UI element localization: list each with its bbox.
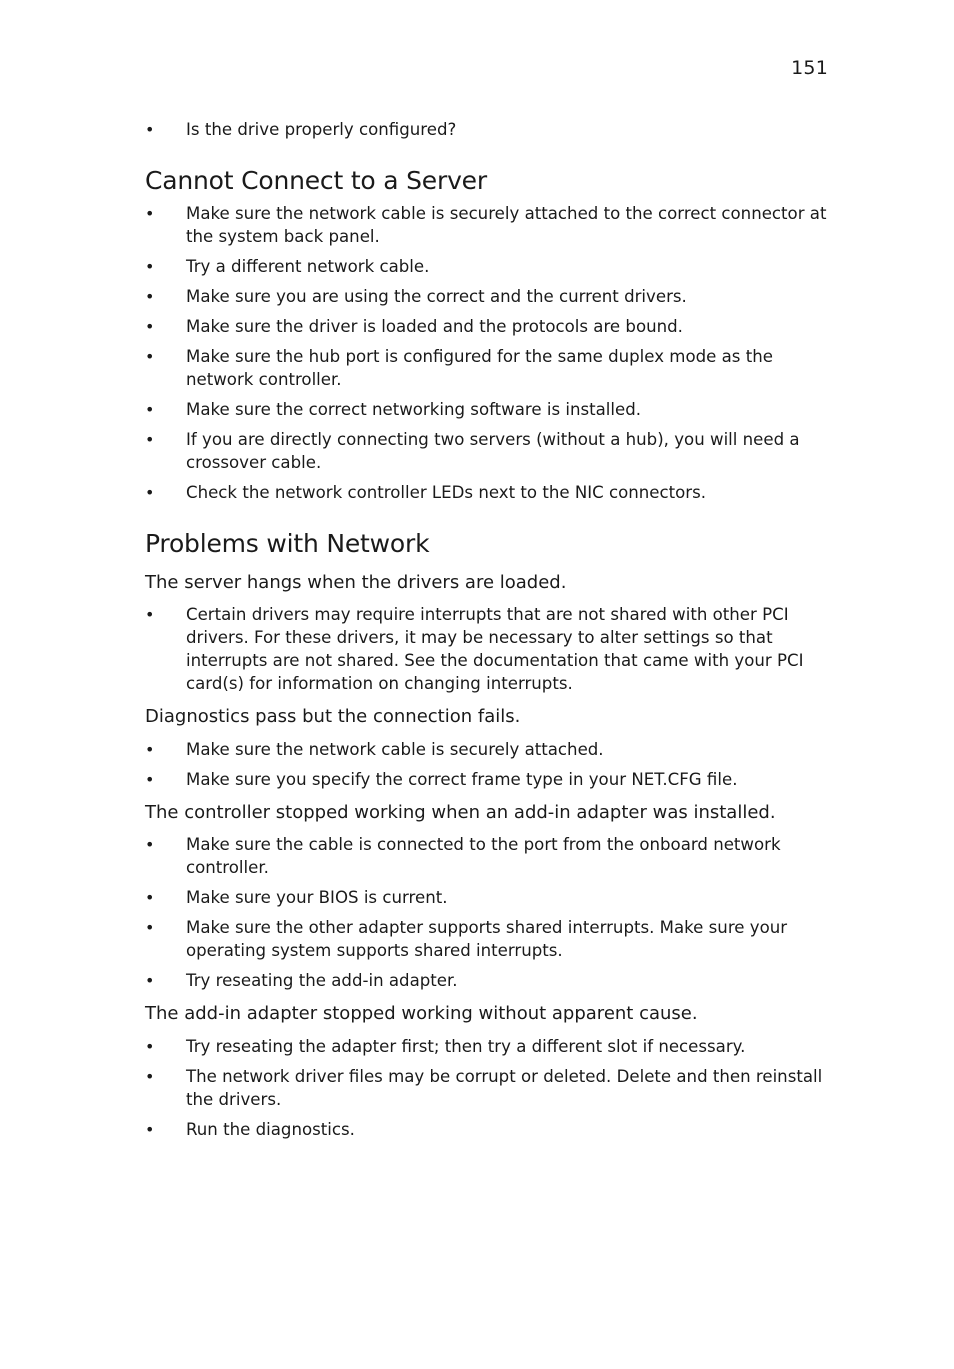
subsection-heading: Diagnostics pass but the connection fails.	[145, 706, 521, 727]
bullet-icon: •	[145, 835, 155, 854]
list-item-text: Make sure the network cable is securely attached.	[186, 740, 604, 759]
list-item	[145, 345, 835, 391]
bullet-icon: •	[145, 1037, 155, 1056]
list-item-text: Make sure the cable is connected to the port from the onboard network controller.	[186, 835, 781, 877]
list-item-text: Make sure the driver is loaded and the protocols are bound.	[186, 317, 683, 336]
bullet-icon: •	[145, 770, 155, 789]
bullet-icon: •	[145, 317, 155, 336]
list-item-text: Try a different network cable.	[186, 257, 430, 276]
list-item-text: Certain drivers may require interrupts that are not shared with other PCI drivers. For these drivers, it may be necessary to alter settings so that interrupts are not shared. See the documentation that came with your PCI card(s) for information on changing interrupts.	[186, 605, 804, 693]
list-item	[145, 315, 835, 338]
section-heading-cannot-connect: Cannot Connect to a Server	[145, 166, 487, 195]
diagnostics-pass-list	[145, 738, 835, 791]
list-item	[145, 886, 835, 909]
list-item	[145, 916, 835, 962]
subsection-heading: The server hangs when the drivers are loaded.	[145, 572, 567, 593]
list-item-text: Try reseating the adapter first; then try a different slot if necessary.	[186, 1037, 746, 1056]
list-item	[145, 833, 835, 879]
list-item-text: Try reseating the add-in adapter.	[186, 971, 458, 990]
list-item	[145, 969, 835, 992]
list-item	[145, 1065, 835, 1111]
cannot-connect-list	[145, 202, 835, 504]
list-item-text: Make sure the correct networking software is installed.	[186, 400, 642, 419]
bullet-icon: •	[145, 483, 155, 502]
list-item	[145, 603, 835, 695]
list-item-text: Make sure the network cable is securely attached to the correct connector at the system back panel.	[186, 204, 827, 246]
list-item	[145, 118, 835, 141]
list-item	[145, 398, 835, 421]
list-item	[145, 768, 835, 791]
bullet-icon: •	[145, 918, 155, 937]
list-item	[145, 481, 835, 504]
bullet-icon: •	[145, 1067, 155, 1086]
list-item-text: Is the drive properly configured?	[186, 120, 457, 139]
list-item-text: Make sure you specify the correct frame type in your NET.CFG file.	[186, 770, 738, 789]
adapter-stopped-list	[145, 1035, 835, 1141]
list-item	[145, 1035, 835, 1058]
list-item-text: The network driver files may be corrupt or deleted. Delete and then reinstall the drivers.	[186, 1067, 823, 1109]
controller-stopped-list	[145, 833, 835, 992]
list-item-text: Check the network controller LEDs next to the NIC connectors.	[186, 483, 707, 502]
bullet-icon: •	[145, 204, 155, 223]
bullet-icon: •	[145, 430, 155, 449]
subsection-heading: The add-in adapter stopped working without apparent cause.	[145, 1003, 698, 1024]
list-item	[145, 1118, 835, 1141]
bullet-icon: •	[145, 400, 155, 419]
list-item	[145, 285, 835, 308]
bullet-icon: •	[145, 347, 155, 366]
bullet-icon: •	[145, 971, 155, 990]
list-item-text: Make sure the hub port is configured for the same duplex mode as the network controller.	[186, 347, 773, 389]
intro-list	[145, 118, 835, 141]
bullet-icon: •	[145, 1120, 155, 1139]
subsection-heading: The controller stopped working when an add-in adapter was installed.	[145, 802, 776, 823]
bullet-icon: •	[145, 120, 155, 139]
drivers-hang-list	[145, 603, 835, 695]
page-number: 151	[791, 57, 828, 79]
list-item	[145, 428, 835, 474]
bullet-icon: •	[145, 605, 155, 624]
page-content	[145, 118, 835, 1148]
bullet-icon: •	[145, 287, 155, 306]
section-heading-problems-network: Problems with Network	[145, 529, 430, 558]
list-item-text: Make sure your BIOS is current.	[186, 888, 448, 907]
list-item-text: Make sure the other adapter supports shared interrupts. Make sure your operating system supports shared interrupts.	[186, 918, 788, 960]
list-item	[145, 738, 835, 761]
list-item-text: If you are directly connecting two servers (without a hub), you will need a crossover cable.	[186, 430, 800, 472]
bullet-icon: •	[145, 888, 155, 907]
list-item	[145, 255, 835, 278]
bullet-icon: •	[145, 740, 155, 759]
list-item	[145, 202, 835, 248]
list-item-text: Run the diagnostics.	[186, 1120, 355, 1139]
bullet-icon: •	[145, 257, 155, 276]
list-item-text: Make sure you are using the correct and the current drivers.	[186, 287, 687, 306]
